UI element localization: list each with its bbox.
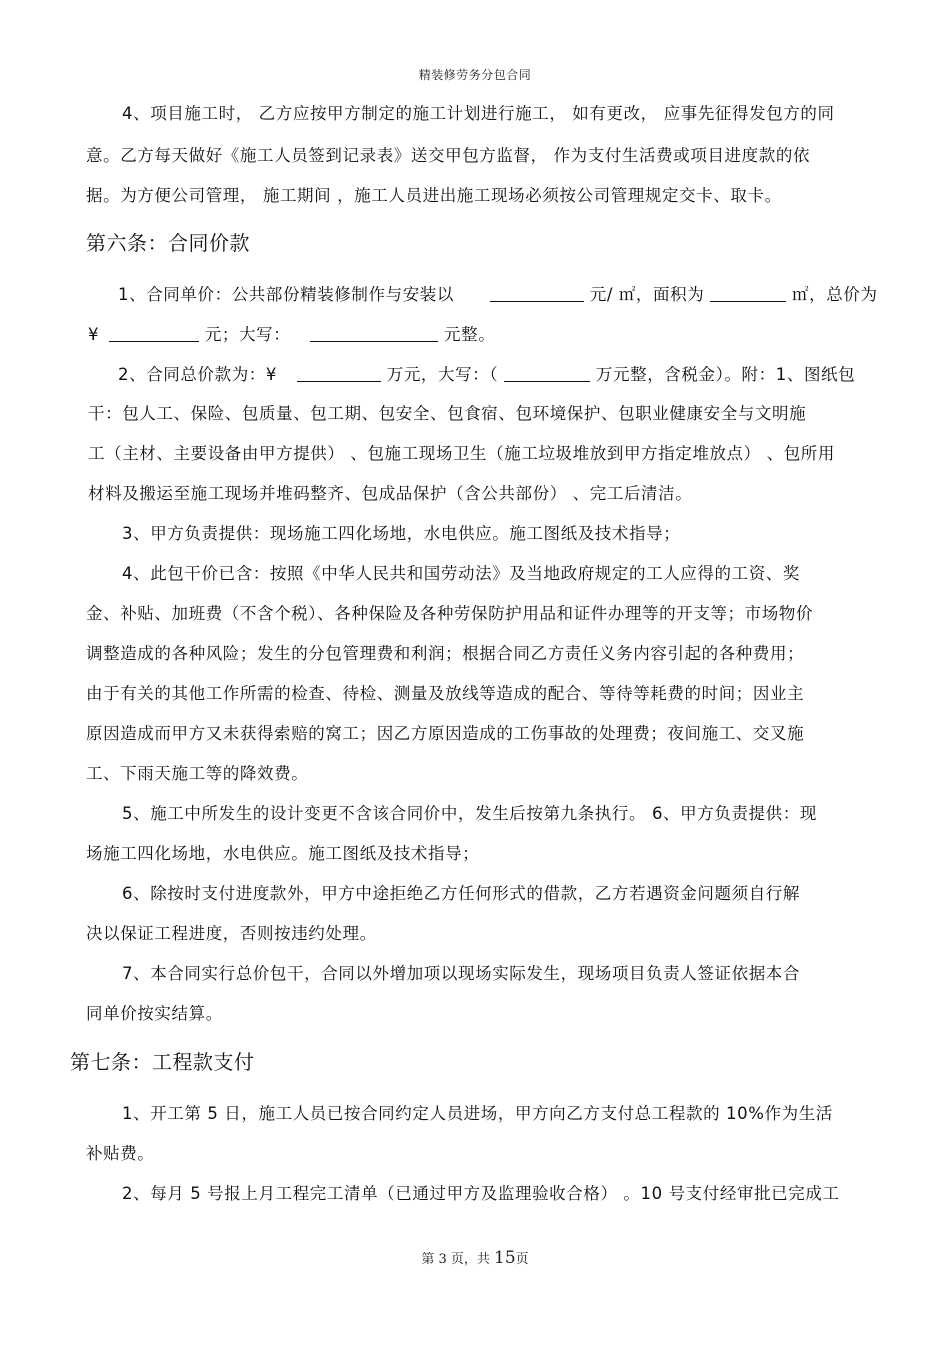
unit-price-blank xyxy=(490,285,584,302)
clause-6-4-line-5: 原因造成而甲方又未获得索赔的窝工；因乙方原因造成的工伤事故的处理费；夜间施工、交叉施 xyxy=(86,724,805,743)
clause-6-5-line-2: 场施工四化场地，水电供应。施工图纸及技术指导； xyxy=(86,844,480,863)
clause-6-4-line-4: 由于有关的其他工作所需的检查、待检、测量及放线等造成的配合、等待等耗费的时间；因业主 xyxy=(86,684,805,703)
area-label: 元/ ㎡，面积为 xyxy=(589,285,705,304)
clause-6-7-line-1: 7、本合同实行总价包干，合同以外增加项以现场实际发生，现场项目负责人签证依据本合 xyxy=(122,964,800,983)
total-contract-label: 2、合同总价款为：¥ xyxy=(118,365,277,384)
clause-6-4-line-3: 调整造成的各种风险；发生的分包管理费和利润；根据合同乙方责任义务内容引起的各种费用； xyxy=(86,644,805,663)
clause-6-5-line-1: 5、施工中所发生的设计变更不含该合同价中，发生后按第九条执行。 6、甲方负责提供：现 xyxy=(122,804,817,823)
clause-7-1-line-1: 1、开工第 5 日，施工人员已按合同约定人员进场，甲方向乙方支付总工程款的 10%作为生活 xyxy=(122,1104,833,1123)
clause-6-2-line-3: 工（主材、主要设备由甲方提供） 、包施工现场卫生（施工垃圾堆放到甲方指定堆放点） 、包所用 xyxy=(88,444,835,463)
capital-blank xyxy=(310,325,438,342)
clause-4-line-1: 4、项目施工时， 乙方应按甲方制定的施工计划进行施工， 如有更改， 应事先征得发包方的同 xyxy=(122,104,835,123)
wan-yuan-capital-blank xyxy=(504,365,590,382)
section-7-heading: 第七条：工程款支付 xyxy=(70,1050,255,1074)
yuan-symbol: ¥ xyxy=(88,325,100,344)
page-number-suffix: 页 xyxy=(515,1252,529,1267)
clause-6-2-line-2: 干：包人工、保险、包质量、包工期、包安全、包食宿、包环境保护、包职业健康安全与文明施 xyxy=(88,404,807,423)
clause-6-2-line-4: 材料及搬运至施工现场并堆码整齐、包成品保护（含公共部份） 、完工后清洁。 xyxy=(88,484,693,503)
clause-4-line-2: 意。乙方每天做好《施工人员签到记录表》送交甲包方监督， 作为支付生活费或项目进度款的依 xyxy=(86,146,811,165)
attachment-label: 万元整，含税金）。附：1、图纸包 xyxy=(595,365,856,384)
section-6-heading: 第六条：合同价款 xyxy=(86,231,250,255)
clause-7-2-line-1: 2、每月 5 号报上月工程完工清单（已通过甲方及监理验收合格） 。10 号支付经审批已完成工 xyxy=(122,1184,840,1203)
document-header-title: 精装修劳务分包合同 xyxy=(418,68,532,82)
clause-6-7-line-2: 同单价按实结算。 xyxy=(86,1004,223,1023)
clause-6-3: 3、甲方负责提供：现场施工四化场地，水电供应。施工图纸及技术指导； xyxy=(122,524,681,543)
page-total: 15 xyxy=(494,1248,516,1268)
clause-6-2-line-1 xyxy=(118,365,855,385)
clause-6-6-line-2: 决以保证工程进度，否则按违约处理。 xyxy=(86,924,377,943)
clause-7-1-line-2: 补贴费。 xyxy=(86,1144,155,1163)
area-blank xyxy=(710,285,786,302)
total-contract-blank xyxy=(297,365,381,382)
clause-6-4-line-1: 4、此包干价已含：按照《中华人民共和国劳动法》及当地政府规定的工人应得的工资、奖 xyxy=(122,564,800,583)
yuan-whole-label: 元整。 xyxy=(444,325,496,344)
clause-6-4-line-2: 金、补贴、加班费（不含个税）、各种保险及各种劳保防护用品和证件办理等的开支等；市场物价 xyxy=(86,604,814,623)
wan-yuan-label: 万元，大写：（ xyxy=(386,365,499,384)
total-price-blank xyxy=(109,325,199,342)
capital-label: 元；大写： xyxy=(204,325,291,344)
clause-6-1-line-2 xyxy=(88,325,495,345)
clause-6-4-line-6: 工、下雨天施工等的降效费。 xyxy=(86,764,309,783)
clause-6-6-line-1: 6、除按时支付进度款外，甲方中途拒绝乙方任何形式的借款，乙方若遇资金问题须自行解 xyxy=(122,884,800,903)
page-number-prefix: 第 3 页，共 xyxy=(421,1252,490,1267)
clause-4-line-3: 据。为方便公司管理， 施工期间 ，施工人员进出施工现场必须按公司管理规定交卡、取卡。 xyxy=(86,186,782,205)
total-price-label: ㎡，总价为 xyxy=(792,285,878,304)
clause-6-1-line-1 xyxy=(118,285,878,305)
unit-price-label: 1、合同单价：公共部份精装修制作与安装以 xyxy=(118,285,454,304)
page-footer xyxy=(0,1248,950,1268)
